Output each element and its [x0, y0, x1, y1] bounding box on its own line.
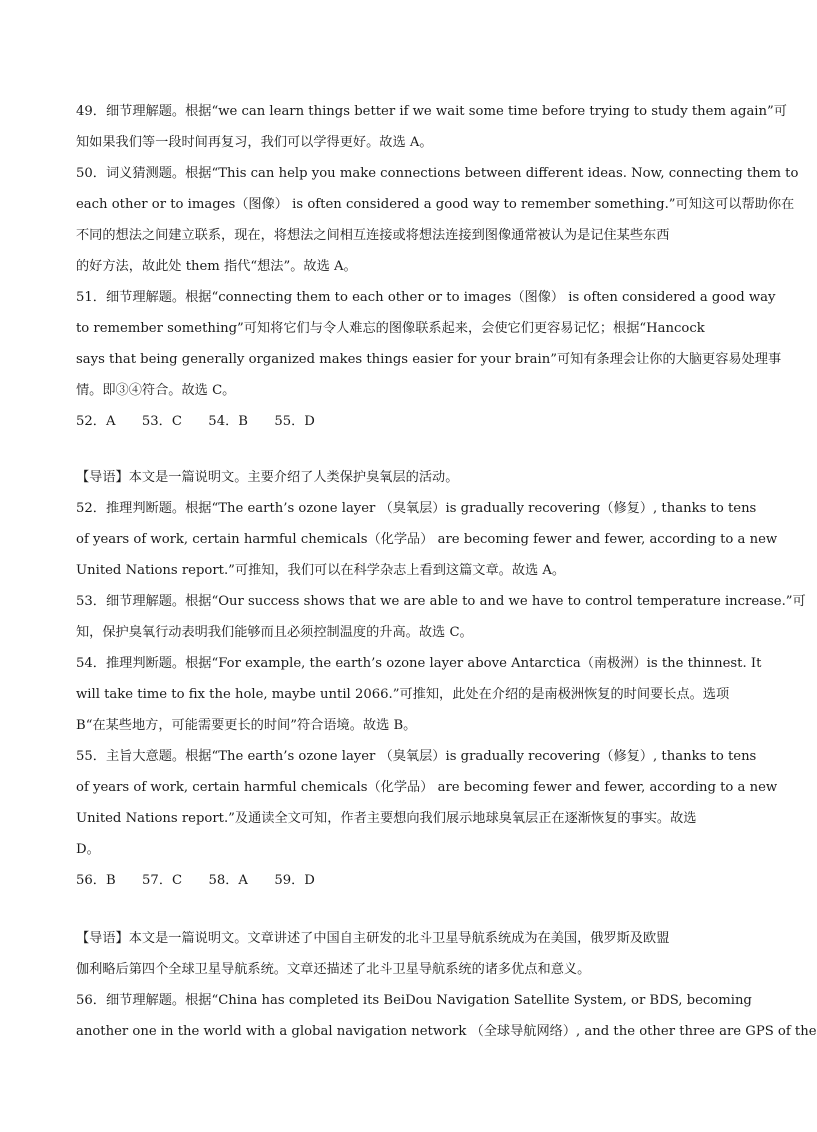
text-line: United Nations report.”可推知，我们可以在科学杂志上看到这篇文章。故选 A。 [76, 563, 566, 578]
text-line: 50．词义猜测题。根据“This can help you make connections between different ideas. Now, connecting them to [76, 166, 799, 181]
text-line: 51．细节理解题。根据“connecting them to each other or to images（图像） is often considered a good way [76, 290, 776, 305]
answer-key-line: 52．A 53．C 54．B 55．D [76, 414, 315, 429]
text-line: to remember something”可知将它们与令人难忘的图像联系起来，会使它们更容易记忆；根据“Hancock [76, 321, 705, 336]
answer-key-line: 56．B 57．C 58．A 59．D [76, 873, 315, 888]
text-line: 的好方法，故此处 them 指代“想法”。故选 A。 [76, 259, 357, 274]
text-line: 知如果我们等一段时间再复习，我们可以学得更好。故选 A。 [76, 135, 433, 150]
answer-explanation-text [76, 96, 817, 1047]
text-line: 49．细节理解题。根据“we can learn things better if we wait some time before trying to study them again”可 [76, 104, 787, 119]
text-line: each other or to images（图像） is often considered a good way to remember something.”可知这可以帮助你在 [76, 197, 795, 212]
text-line: of years of work, certain harmful chemicals（化学品） are becoming fewer and fewer, according to a new [76, 532, 778, 547]
text-line: 伽利略后第四个全球卫星导航系统。文章还描述了北斗卫星导航系统的诸多优点和意义。 [76, 962, 591, 977]
text-line: B“在某些地方，可能需要更长的时间”符合语境。故选 B。 [76, 718, 417, 733]
text-line: D。 [76, 842, 100, 857]
section-gap [76, 437, 728, 462]
text-line: will take time to fix the hole, maybe until 2066.”可推知，此处在介绍的是南极洲恢复的时间要长点。选项 [76, 687, 730, 702]
text-line: 54．推理判断题。根据“For example, the earth’s ozone layer above Antarctica（南极洲）is the thinnest. It [76, 656, 762, 671]
text-line: 不同的想法之间建立联系，现在，将想法之间相互连接或将想法连接到图像通常被认为是记住某些东西 [76, 228, 670, 243]
text-line: 53．细节理解题。根据“Our success shows that we are able to and we have to control temperature increase.”可 [76, 594, 806, 609]
text-line: 情。即③④符合。故选 C。 [76, 383, 236, 398]
section-intro: 【导语】本文是一篇说明文。文章讲述了中国自主研发的北斗卫星导航系统成为在美国，俄罗斯及欧盟 [76, 931, 670, 946]
text-line: another one in the world with a global navigation network （全球导航网络）, and the other three are GPS of the [76, 1024, 817, 1039]
text-line: 56．细节理解题。根据“China has completed its BeiDou Navigation Satellite System, or BDS, becoming [76, 993, 752, 1008]
text-line: 52．推理判断题。根据“The earth’s ozone layer （臭氧层）is gradually recovering（修复）, thanks to tens [76, 501, 757, 516]
text-line: United Nations report.”及通读全文可知，作者主要想向我们展示地球臭氧层正在逐渐恢复的事实。故选 [76, 811, 697, 826]
text-line: says that being generally organized makes things easier for your brain”可知有条理会让你的大脑更容易处理事 [76, 352, 782, 367]
text-line: 知，保护臭氧行动表明我们能够而且必须控制温度的升高。故选 C。 [76, 625, 473, 640]
section-intro: 【导语】本文是一篇说明文。主要介绍了人类保护臭氧层的活动。 [76, 470, 459, 485]
text-line: 55．主旨大意题。根据“The earth’s ozone layer （臭氧层）is gradually recovering（修复）, thanks to tens [76, 749, 757, 764]
text-line: of years of work, certain harmful chemicals（化学品） are becoming fewer and fewer, according to a new [76, 780, 778, 795]
section-gap [76, 896, 728, 923]
